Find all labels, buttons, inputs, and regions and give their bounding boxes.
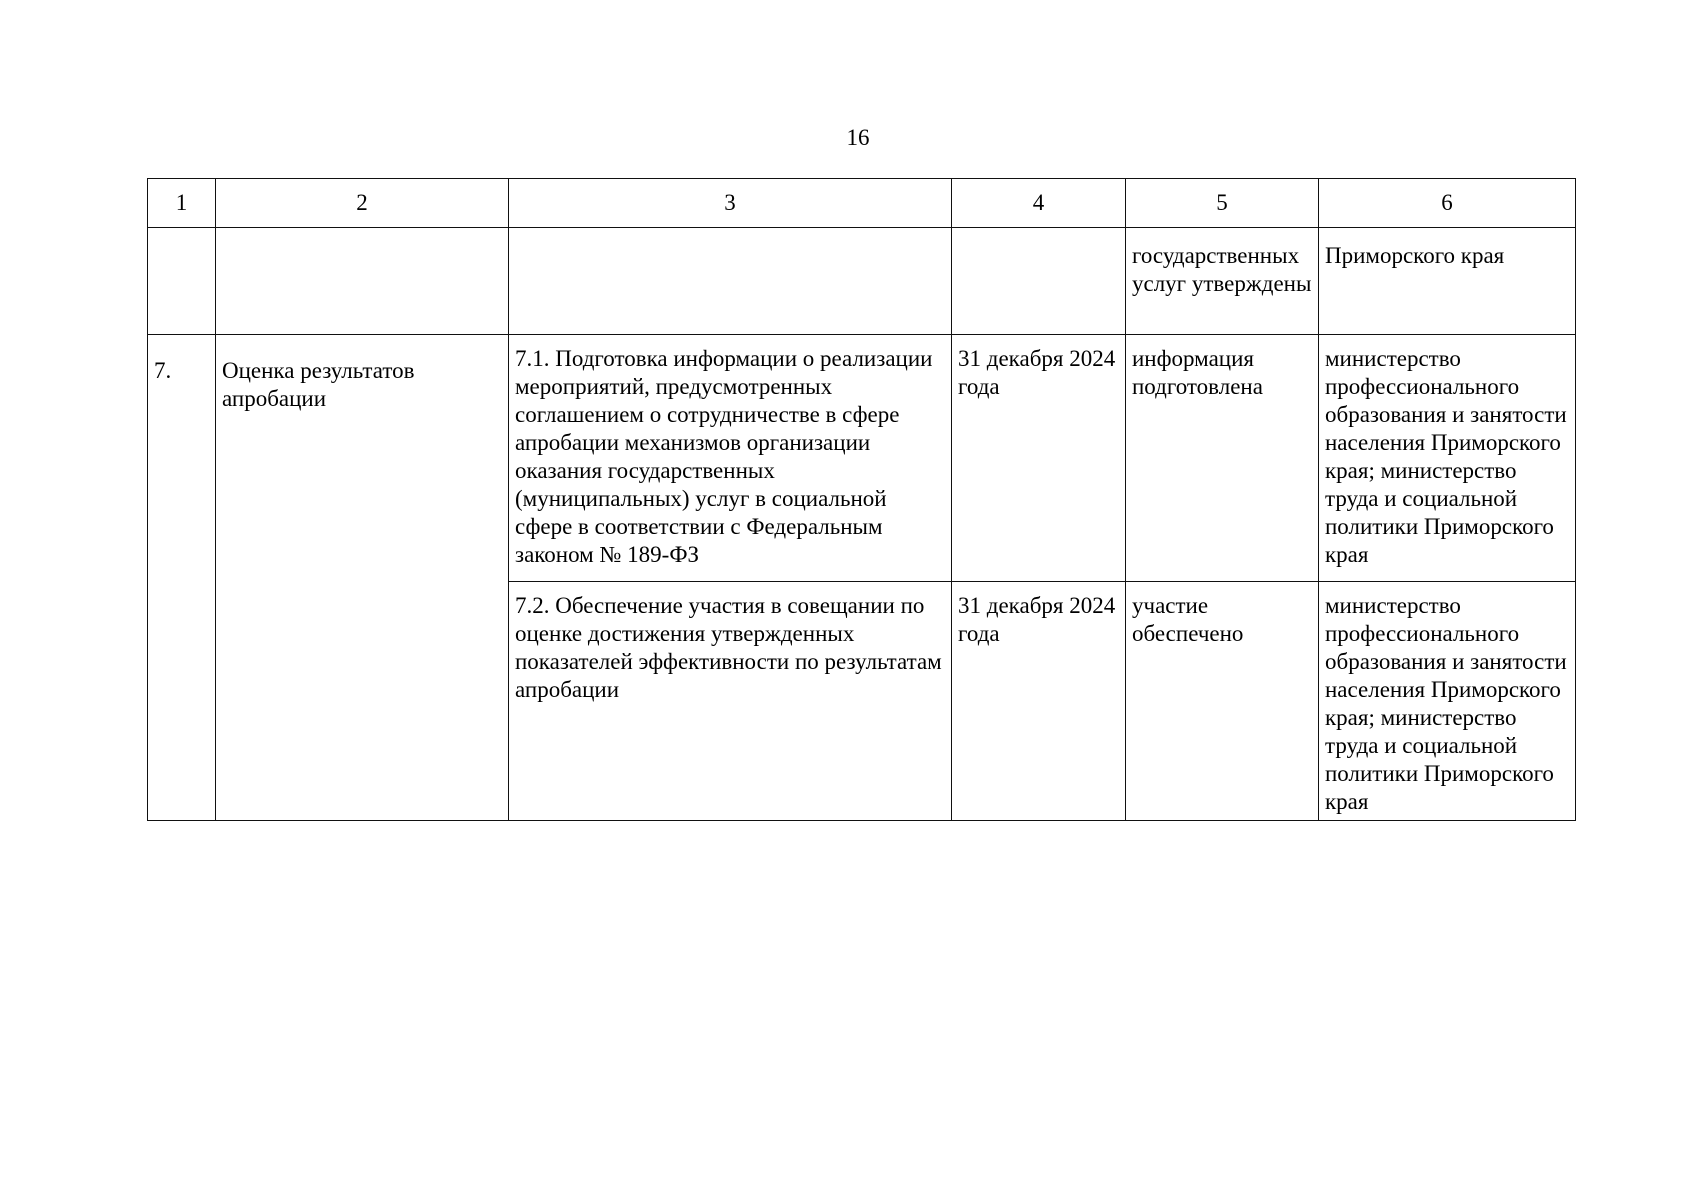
result-cell: участие обеспечено — [1126, 582, 1319, 821]
empty-cell — [148, 228, 216, 335]
result-cell: государственных услуг утверждены — [1126, 228, 1319, 335]
continuation-row — [148, 228, 1576, 335]
header-cell-4: 4 — [952, 179, 1126, 228]
activity-cell: 7.2. Обеспечение участия в совещании по оценке достижения утвержденных показателей эффективности по результатам апробации — [509, 582, 952, 821]
empty-cell — [216, 228, 509, 335]
responsible-cell: министерство профессионального образования и занятости населения Приморского края; министерство труда и социальной политики Приморского края — [1319, 582, 1576, 821]
empty-cell — [509, 228, 952, 335]
header-cell-3: 3 — [509, 179, 952, 228]
table-row-7-1 — [148, 335, 1576, 582]
header-cell-2: 2 — [216, 179, 509, 228]
empty-cell — [952, 228, 1126, 335]
header-cell-6: 6 — [1319, 179, 1576, 228]
page-number: 16 — [846, 125, 870, 150]
header-cell-5: 5 — [1126, 179, 1319, 228]
deadline-cell: 31 декабря 2024 года — [952, 582, 1126, 821]
responsible-cell: Приморского края — [1319, 228, 1576, 335]
result-cell: информация подготовлена — [1126, 335, 1319, 582]
item-number: 7. — [148, 335, 216, 821]
header-cell-1: 1 — [148, 179, 216, 228]
deadline-cell: 31 декабря 2024 года — [952, 335, 1126, 582]
activity-cell: 7.1. Подготовка информации о реализации мероприятий, предусмотренных соглашением о сотрудничестве в сфере апробации механизмов организации оказания государственных (муниципальных) услуг в социальной сфере в соответствии с Федеральным законом № 189-ФЗ — [509, 335, 952, 582]
header-row — [148, 179, 1576, 228]
plan-table — [147, 178, 1576, 821]
item-name: Оценка результатов апробации — [216, 335, 509, 821]
responsible-cell: министерство профессионального образования и занятости населения Приморского края; министерство труда и социальной политики Приморского края — [1319, 335, 1576, 582]
